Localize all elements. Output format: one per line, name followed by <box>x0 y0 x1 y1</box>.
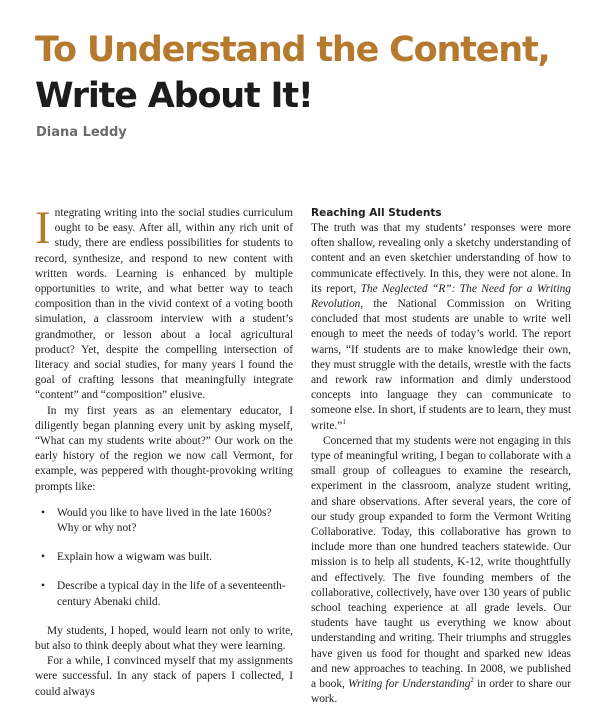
prompt-list-item: • Describe a typical day in the life of a seventeenth-century Abenaki child. <box>57 579 293 609</box>
right-column <box>311 206 571 708</box>
section-heading: Reaching All Students <box>311 207 442 219</box>
paragraph-for-a-while: For a while, I convinced myself that my assignments were successful. In any stack of papers I collected, I could always <box>35 655 293 698</box>
paragraph-truth-text-b: , the National Commission on Writing concluded that most students are unable to write well enough to meet the needs of today’s world. The report warns, “If students are to make knowledge their own, they must struggle with the details, wrestle with the facts and rework raw information and dimly understood concepts into language they can communicate to someone else. In short, if students are to learn, they must write.” <box>311 298 571 432</box>
intro-paragraph-text: ntegrating writing into the social studies curriculum ought to be easy. After all, within any rich unit of study, there are endless possibilities for students to record, synthesize, and respond to new content with written words. Learning is enhanced by multiple opportunities to write, and what better way to teach composition than in the vivid context of a voting booth simulation, a classroom interview with a student’s grandmother, or lesson about a local agricultural product? Yet, despite the compelling intersection of literacy and social studies, for many years I found the goal of crafting lessons that meaningfully integrate “content” and “composition” elusive. <box>35 207 293 402</box>
article-title-line1: To Understand the Content, <box>35 30 550 70</box>
prompt-list-item: • Explain how a wigwam was built. <box>57 550 293 565</box>
report-title: The Neglected “R”: The Need for a Writing Revolution <box>311 282 571 311</box>
footnote-ref: 2 <box>470 676 474 685</box>
paragraph-truth <box>311 221 571 434</box>
paragraph-students-hoped: My students, I hoped, would learn not only to write, but also to think deeply about what they were learning. <box>35 624 293 653</box>
paragraph-concerned <box>311 434 571 708</box>
paragraph-truth-text-a: The truth was that my students’ responses were more often shallow, revealing only a sketchy understanding of content and an even sketchier understanding of how to communicate effectively. In this, they were not alone. In its report, <box>311 222 571 295</box>
prompt-list-item: • Would you like to have lived in the late 1600s? Why or why not? <box>57 506 293 536</box>
prompt-list <box>35 506 293 610</box>
footnote-ref: 1 <box>342 417 346 426</box>
article-title-line2: Write About It! <box>35 76 313 116</box>
intro-paragraph <box>35 202 293 404</box>
drop-cap: I <box>35 202 51 254</box>
paragraph-concerned-text-a: Concerned that my students were not engaging in this type of meaningful writing, I began to collaborate with a small group of colleagues to examine the research, experiment in the classroom, analyze student writing, and share observations. After several years, the core of our study group expanded to form the Vermont Writing Collaborative. Today, this collaborative has grown to include more than one hundred teachers statewide. Our mission is to help all students, K-12, write thoughtfully and effectively. The five founding members of the collaborative, collectively, have over 130 years of public school teaching experience at all grade levels. Our students have taught us everything we know about understanding and writing. Their triumphs and struggles have given us food for thought and sparked new ideas and new approaches to teaching. In 2008, we published a book, <box>311 434 571 691</box>
paragraph-concerned-text-b: in order to share our work. <box>311 678 571 706</box>
book-title: Writing for Understanding <box>348 678 471 691</box>
paragraph-first-years: In my first years as an elementary educator, I diligently began planning every unit by asking myself, “What can my students write about?” Our work on the early history of the region we now call Vermont, for example, was peppered with thought-provoking writing prompts like: <box>35 404 293 493</box>
author-name: Diana Leddy <box>36 125 127 140</box>
left-column <box>35 202 293 700</box>
